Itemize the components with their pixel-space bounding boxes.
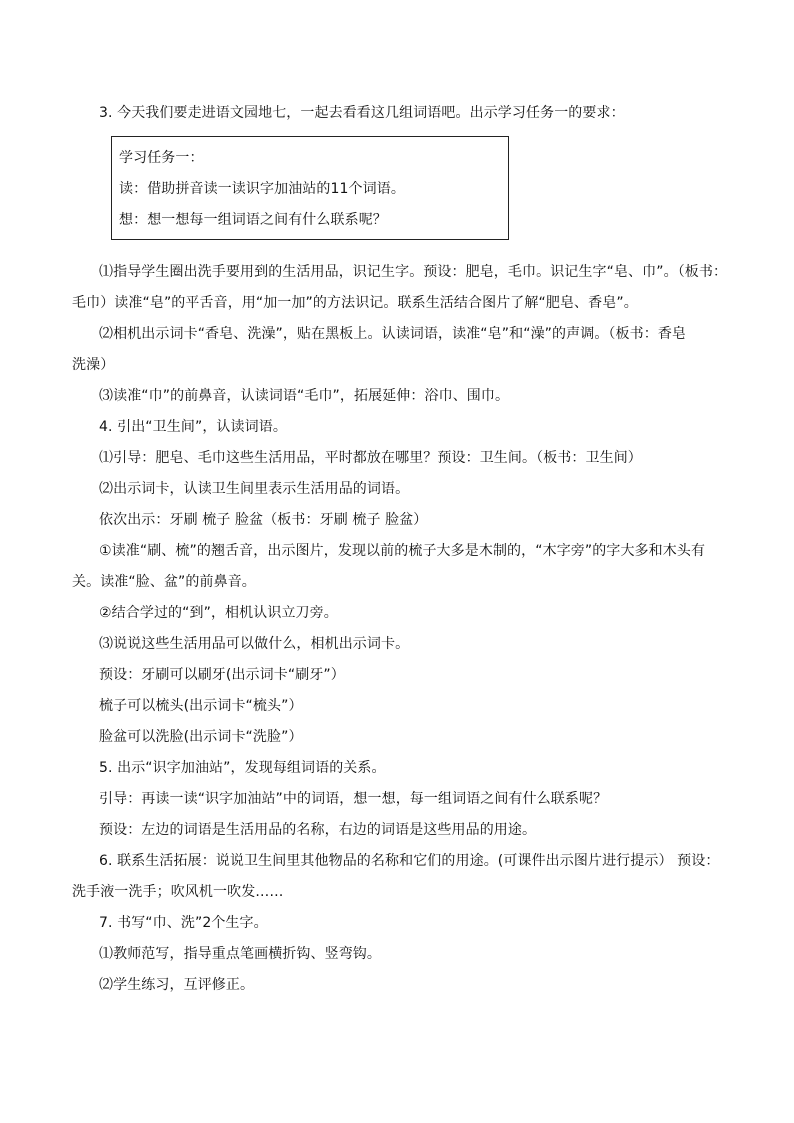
paragraph-line: 关。读准“脸、盆”的前鼻音。 <box>72 574 256 590</box>
paragraph-line: ⑶读准“巾”的前鼻音，认读词语“毛巾”，拓展延伸：浴巾、围巾。 <box>99 388 510 404</box>
paragraph-line: ①读准“刷、梳”的翘舌音，出示图片，发现以前的梳子大多是木制的，“木字旁”的字大多和木头有 <box>99 543 706 559</box>
task-box-read: 读：借助拼音读一读识字加油站的11个词语。 <box>119 181 405 197</box>
paragraph-line: ②结合学过的“到”，相机认识立刀旁。 <box>99 605 338 621</box>
paragraph-line: 预设：牙刷可以刷牙(出示词卡“刷牙”） <box>99 667 345 683</box>
paragraph-line: ⑴教师范写，指导重点笔画横折钩、竖弯钩。 <box>99 946 381 962</box>
task-box-think: 想：想一想每一组词语之间有什么联系呢？ <box>119 212 387 228</box>
step-4-heading: 4. 引出“卫生间”，认读词语。 <box>99 419 287 435</box>
step-6-heading: 6. 联系生活拓展：说说卫生间里其他物品的名称和它们的用途。(可课件出示图片进行提示） 预设： <box>99 853 720 869</box>
task-box-title: 学习任务一： <box>119 150 204 166</box>
paragraph-line: ⑴引导：肥皂、毛巾这些生活用品，平时都放在哪里？预设：卫生间。（板书：卫生间） <box>99 450 642 466</box>
paragraph-line: 梳子可以梳头(出示词卡“梳头”） <box>99 698 303 714</box>
step-5-heading: 5. 出示“识字加油站”，发现每组词语的关系。 <box>99 760 386 776</box>
paragraph-line: 引导：再读一读“识字加油站”中的词语，想一想，每一组词语之间有什么联系呢？ <box>99 791 608 807</box>
paragraph-line: 洗澡） <box>72 357 115 373</box>
step-3-heading: 3. 今天我们要走进语文园地七，一起去看看这几组词语吧。出示学习任务一的要求： <box>99 105 625 121</box>
paragraph-line: 洗手液一洗手；吹风机一吹发…… <box>72 884 284 900</box>
paragraph-line: ⑵出示词卡，认读卫生间里表示生活用品的词语。 <box>99 481 410 497</box>
paragraph-line: 脸盆可以洗脸(出示词卡“洗脸”） <box>99 729 303 745</box>
paragraph-line: 依次出示：牙刷 梳子 脸盆（板书：牙刷 梳子 脸盆） <box>99 512 428 528</box>
paragraph-line: ⑵学生练习，互评修正。 <box>99 977 255 993</box>
paragraph-line: 毛巾）读准“皂”的平舌音，用“加一加”的方法识记。联系生活结合图片了解“肥皂、香皂”。 <box>72 295 638 311</box>
paragraph-line: ⑴指导学生圈出洗手要用到的生活用品，识记生字。预设：肥皂，毛巾。识记生字“皂、巾”。（板书： <box>99 264 728 280</box>
paragraph-line: ⑶说说这些生活用品可以做什么，相机出示词卡。 <box>99 636 410 652</box>
paragraph-line: 预设：左边的词语是生活用品的名称，右边的词语是这些用品的用途。 <box>99 822 537 838</box>
step-7-heading: 7. 书写“巾、洗”2个生字。 <box>99 915 268 931</box>
paragraph-line: ⑵相机出示词卡“香皂、洗澡”，贴在黑板上。认读词语，读准“皂”和“澡”的声调。（板书：香皂 <box>99 326 687 342</box>
